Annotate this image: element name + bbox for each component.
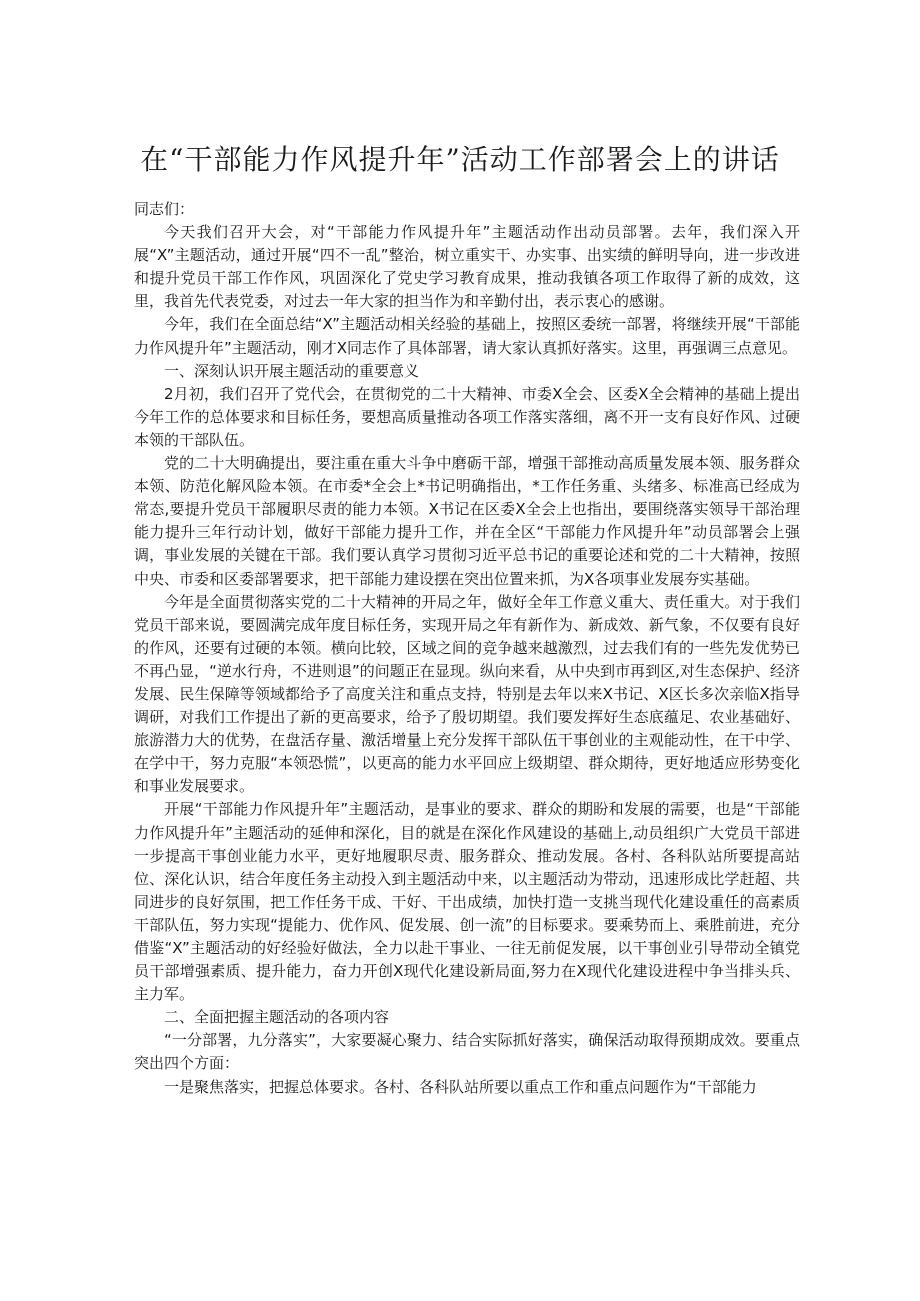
document-body <box>134 198 800 1099</box>
section-heading: 一、深刻认识开展主题活动的重要意义 <box>164 361 420 380</box>
section-heading: 二、全面把握主题活动的各项内容 <box>164 1008 390 1027</box>
paragraph: 党的二十大明确提出，要注重在重大斗争中磨砺干部，增强干部推动高质量发展本领、服务群众本领、防范化解风险本领。在市委*全会上*书记明确指出，*工作任务重、头绪多、标准高已经成为常态,要提升党员干部履职尽责的能力本领。X书记在区委X全会上也指出，要围绕落实领导干部治理能力提升三年行动计划，做好干部能力提升工作，并在全区“干部能力作风提升年”动员部署会上强调，事业发展的关键在干部。我们要认真学习贯彻习近平总书记的重要论述和党的二十大精神，按照中央、市委和区委部署要求，把干部能力建设摆在突出位置来抓，为X各项事业发展夯实基础。 <box>134 454 800 588</box>
paragraph: 一是聚焦落实，把握总体要求。各村、各科队站所要以重点工作和重点问题作为“干部能力 <box>164 1077 757 1096</box>
paragraph: 今天我们召开大会，对“干部能力作风提升年”主题活动作出动员部署。去年，我们深入开展“X”主题活动，通过开展“四不一乱”整治，树立重实干、办实事、出实绩的鲜明导向，进一步改进和提升党员干部工作作风，巩固深化了党史学习教育成果，推动我镇各项工作取得了新的成效，这里，我首先代表党委，对过去一年大家的担当作为和辛勤付出，表示衷心的感谢。 <box>134 223 800 311</box>
paragraph: 今年是全面贯彻落实党的二十大精神的开局之年，做好全年工作意义重大、责任重大。对于我们党员干部来说，要圆满完成年度目标任务，实现开局之年有新作为、新成效、新气象，不仅要有良好的作风，还要有过硬的本领。横向比较，区域之间的竞争越来越激烈，过去我们有的一些先发优势已不再凸显，“逆水行舟，不进则退”的问题正在显现。纵向来看，从中央到市再到区,对生态保护、经济发展、民生保障等领域都给予了高度关注和重点支持，特别是去年以来X书记、X区长多次亲临X指导调研，对我们工作提出了新的更高要求，给予了殷切期望。我们要发挥好生态底蕴足、农业基础好、旅游潜力大的优势，在盘活存量、激活增量上充分发挥干部队伍干事创业的主观能动性，在干中学、在学中干，努力克服“本领恐慌”，以更高的能力水平回应上级期望、群众期待，更好地适应形势变化和事业发展要求。 <box>134 592 800 796</box>
document-title: 在“干部能力作风提升年”活动工作部署会上的讲话 <box>140 143 780 176</box>
paragraph: 今年，我们在全面总结“X”主题活动相关经验的基础上，按照区委统一部署，将继续开展“干部能力作风提升年”主题活动，刚才X同志作了具体部署，请大家认真抓好落实。这里，再强调三点意见。 <box>134 315 800 357</box>
paragraph: 开展“干部能力作风提升年”主题活动，是事业的要求、群众的期盼和发展的需要，也是“干部能力作风提升年”主题活动的延伸和深化，目的就是在深化作风建设的基础上,动员组织广大党员干部进一步提高干事创业能力水平，更好地履职尽责、服务群众、推动发展。各村、各科队站所要提高站位、深化认识，结合年度任务主动投入到主题活动中来，以主题活动为带动，迅速形成比学赶超、共同进步的良好氛围，把工作任务干成、干好、干出成绩，加快打造一支挑当现代化建设重任的高素质干部队伍，努力实现“提能力、优作风、促发展、创一流”的目标要求。要乘势而上、乘胜前进，充分借鉴“X”主题活动的好经验好做法，全力以赴干事业、一往无前促发展，以干事创业引导带动全镇党员干部增强素质、提升能力，奋力开创X现代化建设新局面,努力在X现代化建设进程中争当排头兵、主力军。 <box>134 800 800 1004</box>
paragraph: “一分部署，九分落实”，大家要凝心聚力、结合实际抓好落实，确保活动取得预期成效。要重点突出四个方面： <box>134 1031 800 1073</box>
paragraph: 2月初，我们召开了党代会，在贯彻党的二十大精神、市委X全会、区委X全会精神的基础上提出今年工作的总体要求和目标任务，要想高质量推动各项工作落实落细，离不开一支有良好作风、过硬本领的干部队伍。 <box>134 384 800 449</box>
salutation: 同志们： <box>134 200 195 218</box>
